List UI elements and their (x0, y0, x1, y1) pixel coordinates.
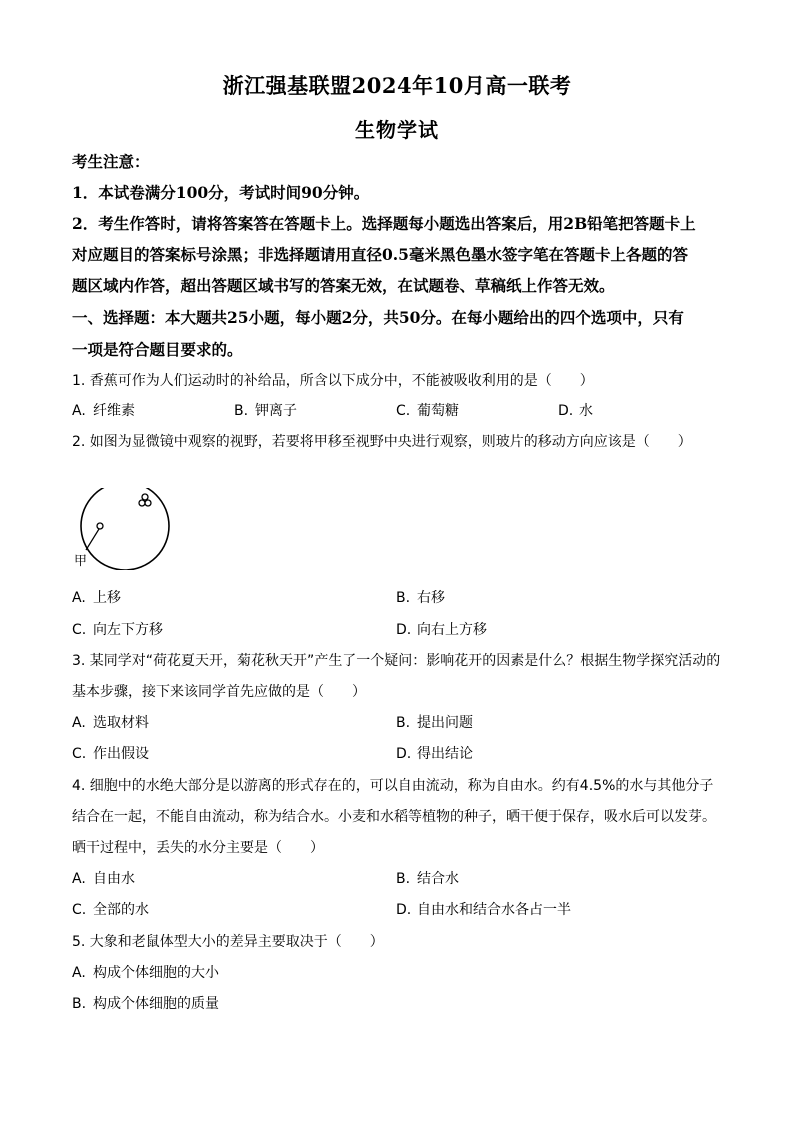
option-c (72, 899, 149, 919)
option-text: 水 (579, 403, 593, 419)
option-text: 构成个体细胞的质量 (93, 996, 219, 1012)
option-key: C. (396, 403, 411, 419)
question-stem: 基本步骤，接下来该同学首先应做的是（ ） (72, 684, 366, 700)
target-cell-jia (97, 523, 103, 529)
option-key: A. (72, 403, 86, 419)
option-b (72, 993, 219, 1013)
notice-item: 题区域内作答，超出答题区域书写的答案无效，在试题卷、草稿纸上作答无效。 (72, 276, 615, 295)
option-text: 右移 (417, 590, 445, 606)
notice-item: 2．考生作答时，请将答案答在答题卡上。选择题每小题选出答案后，用2B铅笔把答题卡上 (72, 214, 696, 233)
option-text: 钾离子 (255, 403, 297, 419)
cell-cluster-dot (139, 500, 145, 506)
option-text: 上移 (93, 590, 121, 606)
figure-label-jia: 甲 (74, 554, 88, 569)
question-stem: 4. 细胞中的水绝大部分是以游离的形式存在的，可以自由流动，称为自由水。约有4.5%的水与其他分子 (72, 778, 714, 794)
option-key: A. (72, 965, 86, 981)
option-key: C. (72, 622, 87, 638)
question-stem: 2. 如图为显微镜中观察的视野，若要将甲移至视野中央进行观察，则玻片的移动方向应该是（ ） (72, 434, 692, 450)
option-text: 葡萄糖 (417, 403, 459, 419)
option-a (72, 712, 149, 732)
field-of-view-circle (81, 488, 169, 570)
option-key: C. (72, 902, 87, 918)
option-key: A. (72, 871, 86, 887)
option-key: B. (396, 715, 411, 731)
option-key: B. (396, 590, 411, 606)
option-a (72, 962, 219, 982)
option-key: B. (234, 403, 249, 419)
option-text: 选取材料 (93, 715, 149, 731)
question-stem: 5. 大象和老鼠体型大小的差异主要取决于（ ） (72, 934, 384, 950)
option-text: 提出问题 (417, 715, 473, 731)
notice-heading: 考生注意： (72, 152, 150, 171)
option-key: A. (72, 590, 86, 606)
question-stem: 晒干过程中，丢失的水分主要是（ ） (72, 840, 324, 856)
option-text: 得出结论 (417, 746, 473, 762)
option-text: 结合水 (417, 871, 459, 887)
notice-item: 对应题目的答案标号涂黑；非选择题请用直径0.5毫米黑色墨水签字笔在答题卡上各题的答 (72, 245, 688, 264)
section-heading: 一、选择题：本大题共25小题，每小题2分，共50分。在每小题给出的四个选项中，只有 (72, 308, 684, 327)
option-a (72, 400, 135, 420)
question-stem: 1. 香蕉可作为人们运动时的补给品，所含以下成分中，不能被吸收利用的是（ ） (72, 373, 594, 389)
option-text: 作出假设 (93, 746, 149, 762)
option-d (396, 619, 487, 639)
option-key: C. (72, 746, 87, 762)
option-d (396, 743, 473, 763)
question-stem: 3. 某同学对“荷花夏天开，菊花秋天开”产生了一个疑问：影响花开的因素是什么？根据生物学探究活动的 (72, 653, 721, 669)
option-key: D. (396, 622, 412, 638)
notice-item: 1．本试卷满分100分，考试时间90分钟。 (72, 183, 370, 202)
option-b (396, 868, 459, 888)
option-b (396, 712, 473, 732)
option-d (558, 400, 593, 420)
option-key: A. (72, 715, 86, 731)
option-key: D. (396, 902, 412, 918)
option-text: 自由水 (93, 871, 135, 887)
option-text: 纤维素 (93, 403, 135, 419)
option-c (72, 619, 163, 639)
option-text: 构成个体细胞的大小 (93, 965, 219, 981)
option-d (396, 899, 571, 919)
option-c (72, 743, 149, 763)
option-key: D. (558, 403, 574, 419)
section-heading: 一项是符合题目要求的。 (72, 340, 243, 359)
option-text: 自由水和结合水各占一半 (417, 902, 571, 918)
option-text: 向左下方移 (93, 622, 163, 638)
option-key: B. (396, 871, 411, 887)
option-b (234, 400, 297, 420)
question-stem: 结合在一起，不能自由流动，称为结合水。小麦和水稻等植物的种子，晒干便于保存，吸水后可以发芽。 (72, 809, 716, 825)
option-text: 全部的水 (93, 902, 149, 918)
exam-subject: 生物学试 (355, 118, 439, 142)
option-key: B. (72, 996, 87, 1012)
cell-cluster-dot (145, 500, 151, 506)
option-b (396, 587, 445, 607)
option-text: 向右上方移 (417, 622, 487, 638)
pointer-line (86, 529, 99, 550)
option-c (396, 400, 459, 420)
exam-title: 浙江强基联盟2024年10月高一联考 (222, 73, 572, 98)
option-a (72, 868, 135, 888)
option-key: D. (396, 746, 412, 762)
option-a (72, 587, 121, 607)
cell-cluster-dot (142, 494, 148, 500)
